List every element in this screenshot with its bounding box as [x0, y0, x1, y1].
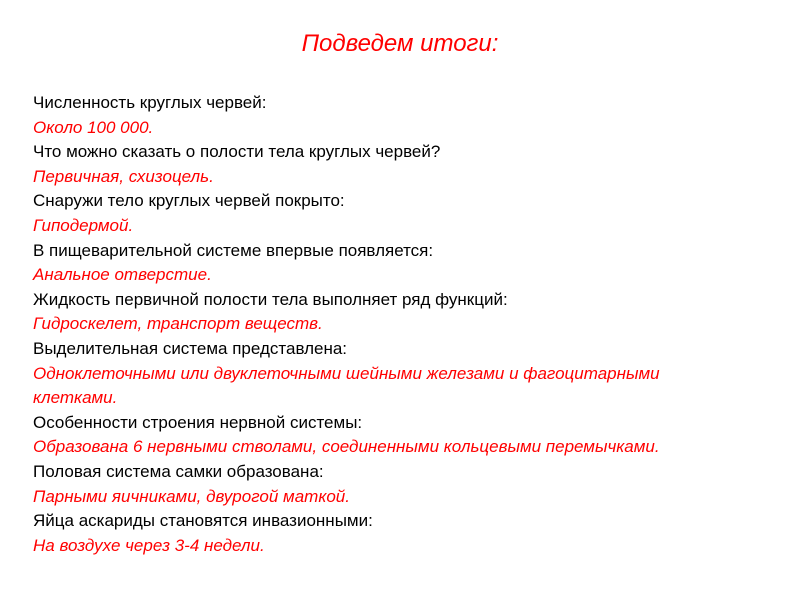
- answer-6-line-1: Одноклеточными или двуклеточными шейными железами и фагоцитарными: [33, 363, 660, 383]
- answer-5: Гидроскелет, транспорт веществ.: [33, 314, 323, 334]
- answer-8: Парными яичниками, двурогой маткой.: [33, 486, 350, 506]
- answer-7: Образована 6 нервными стволами, соединенными кольцевыми перемычками.: [33, 437, 660, 457]
- question-7: Особенности строения нервной системы:: [33, 412, 363, 432]
- question-8: Половая система самки образована:: [33, 461, 324, 481]
- qa-list: [33, 91, 783, 558]
- question-9: Яйца аскариды становятся инвазионными:: [33, 511, 373, 531]
- answer-9: На воздухе через 3-4 недели.: [33, 535, 265, 555]
- question-6: Выделительная система представлена:: [33, 338, 348, 358]
- question-2: Что можно сказать о полости тела круглых червей?: [33, 142, 441, 162]
- answer-1: Около 100 000.: [33, 117, 154, 137]
- answer-4: Анальное отверстие.: [33, 265, 212, 285]
- question-4: В пищеварительной системе впервые появляется:: [33, 240, 434, 260]
- question-1: Численность круглых червей:: [33, 93, 267, 112]
- answer-3: Гиподермой.: [33, 215, 134, 235]
- answer-2: Первичная, схизоцель.: [33, 166, 214, 186]
- slide-title: Подведем итоги:: [301, 30, 499, 57]
- question-5: Жидкость первичной полости тела выполняет ряд функций:: [33, 289, 508, 309]
- question-3: Снаружи тело круглых червей покрыто:: [33, 191, 345, 211]
- answer-6-line-2: клетками.: [33, 388, 118, 408]
